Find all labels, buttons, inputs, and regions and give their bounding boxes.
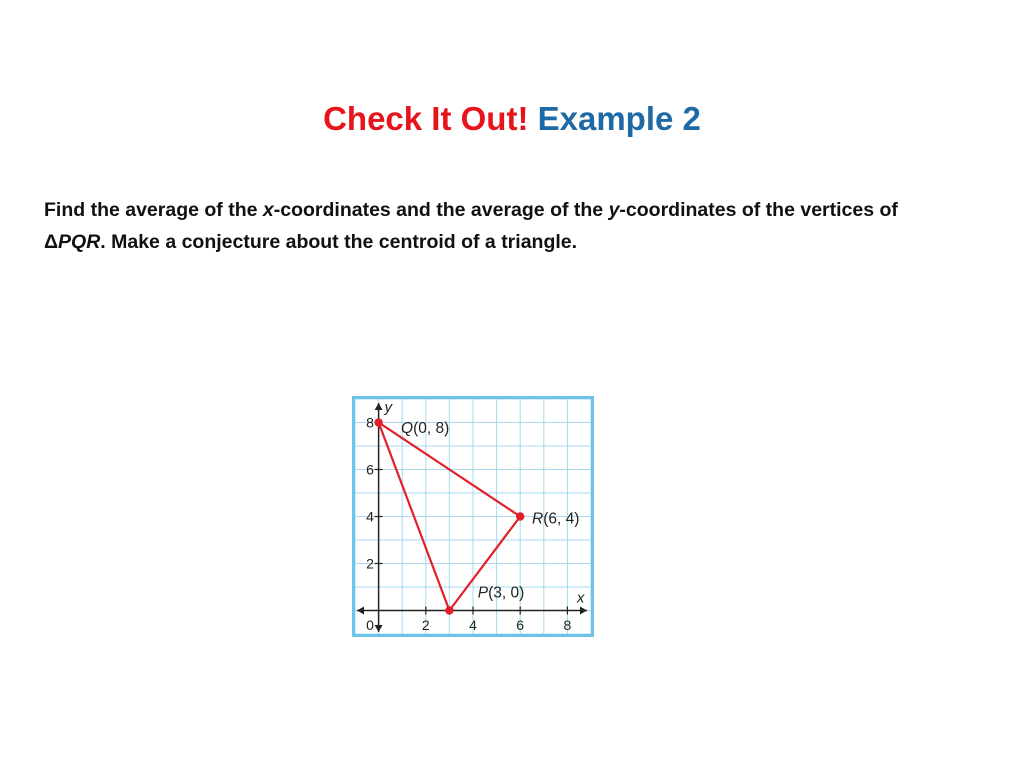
vertex-name: R [532, 510, 544, 528]
x-tick-label: 4 [469, 616, 477, 633]
y-axis-label: y [384, 398, 392, 416]
y-tick-label: 4 [366, 508, 374, 525]
x-tick-label: 8 [563, 616, 572, 633]
vertex-coords: (6, 4) [543, 510, 580, 528]
x-axis-label: x [576, 589, 585, 607]
y-tick-label: 2 [366, 555, 374, 572]
title-check-it-out: Check It Out! [323, 100, 529, 137]
vertex-point [374, 418, 382, 426]
triangle-symbol: Δ [44, 231, 59, 253]
title-example-number: Example 2 [537, 100, 701, 137]
vertex-point [516, 512, 524, 520]
x-axis-arrow-icon [580, 607, 587, 615]
vertex-label [532, 511, 579, 528]
statement-part-1: Find the average of the [44, 199, 263, 221]
vertex-label [478, 585, 525, 602]
y-axis-arrow-icon [375, 625, 383, 632]
vertex-coords: (3, 0) [488, 584, 525, 602]
x-tick-label: 2 [421, 616, 430, 633]
vertex-name: Q [401, 420, 414, 438]
slide-title [0, 100, 1024, 138]
y-tick-label: 8 [366, 414, 374, 431]
statement-part-4: . Make a conjecture about the centroid of a triangle. [100, 231, 578, 253]
y-axis-arrow-icon [375, 403, 383, 410]
origin-label: 0 [366, 616, 374, 633]
coordinate-graph [352, 396, 594, 637]
x-variable: x [262, 199, 274, 221]
vertex-coords: (0, 8) [413, 420, 450, 438]
x-tick-label: 6 [516, 616, 525, 633]
statement-part-2: -coordinates and the average of the [273, 199, 609, 221]
vertex-name: P [477, 584, 489, 602]
y-variable: y [608, 199, 620, 221]
statement-part-3: -coordinates of the vertices of [619, 199, 898, 221]
y-tick-label: 6 [366, 461, 374, 478]
triangle-name: PQR [58, 231, 101, 253]
problem-statement [44, 194, 924, 258]
vertex-point [445, 606, 453, 614]
vertex-label [401, 420, 449, 437]
x-axis-arrow-icon [357, 607, 364, 615]
